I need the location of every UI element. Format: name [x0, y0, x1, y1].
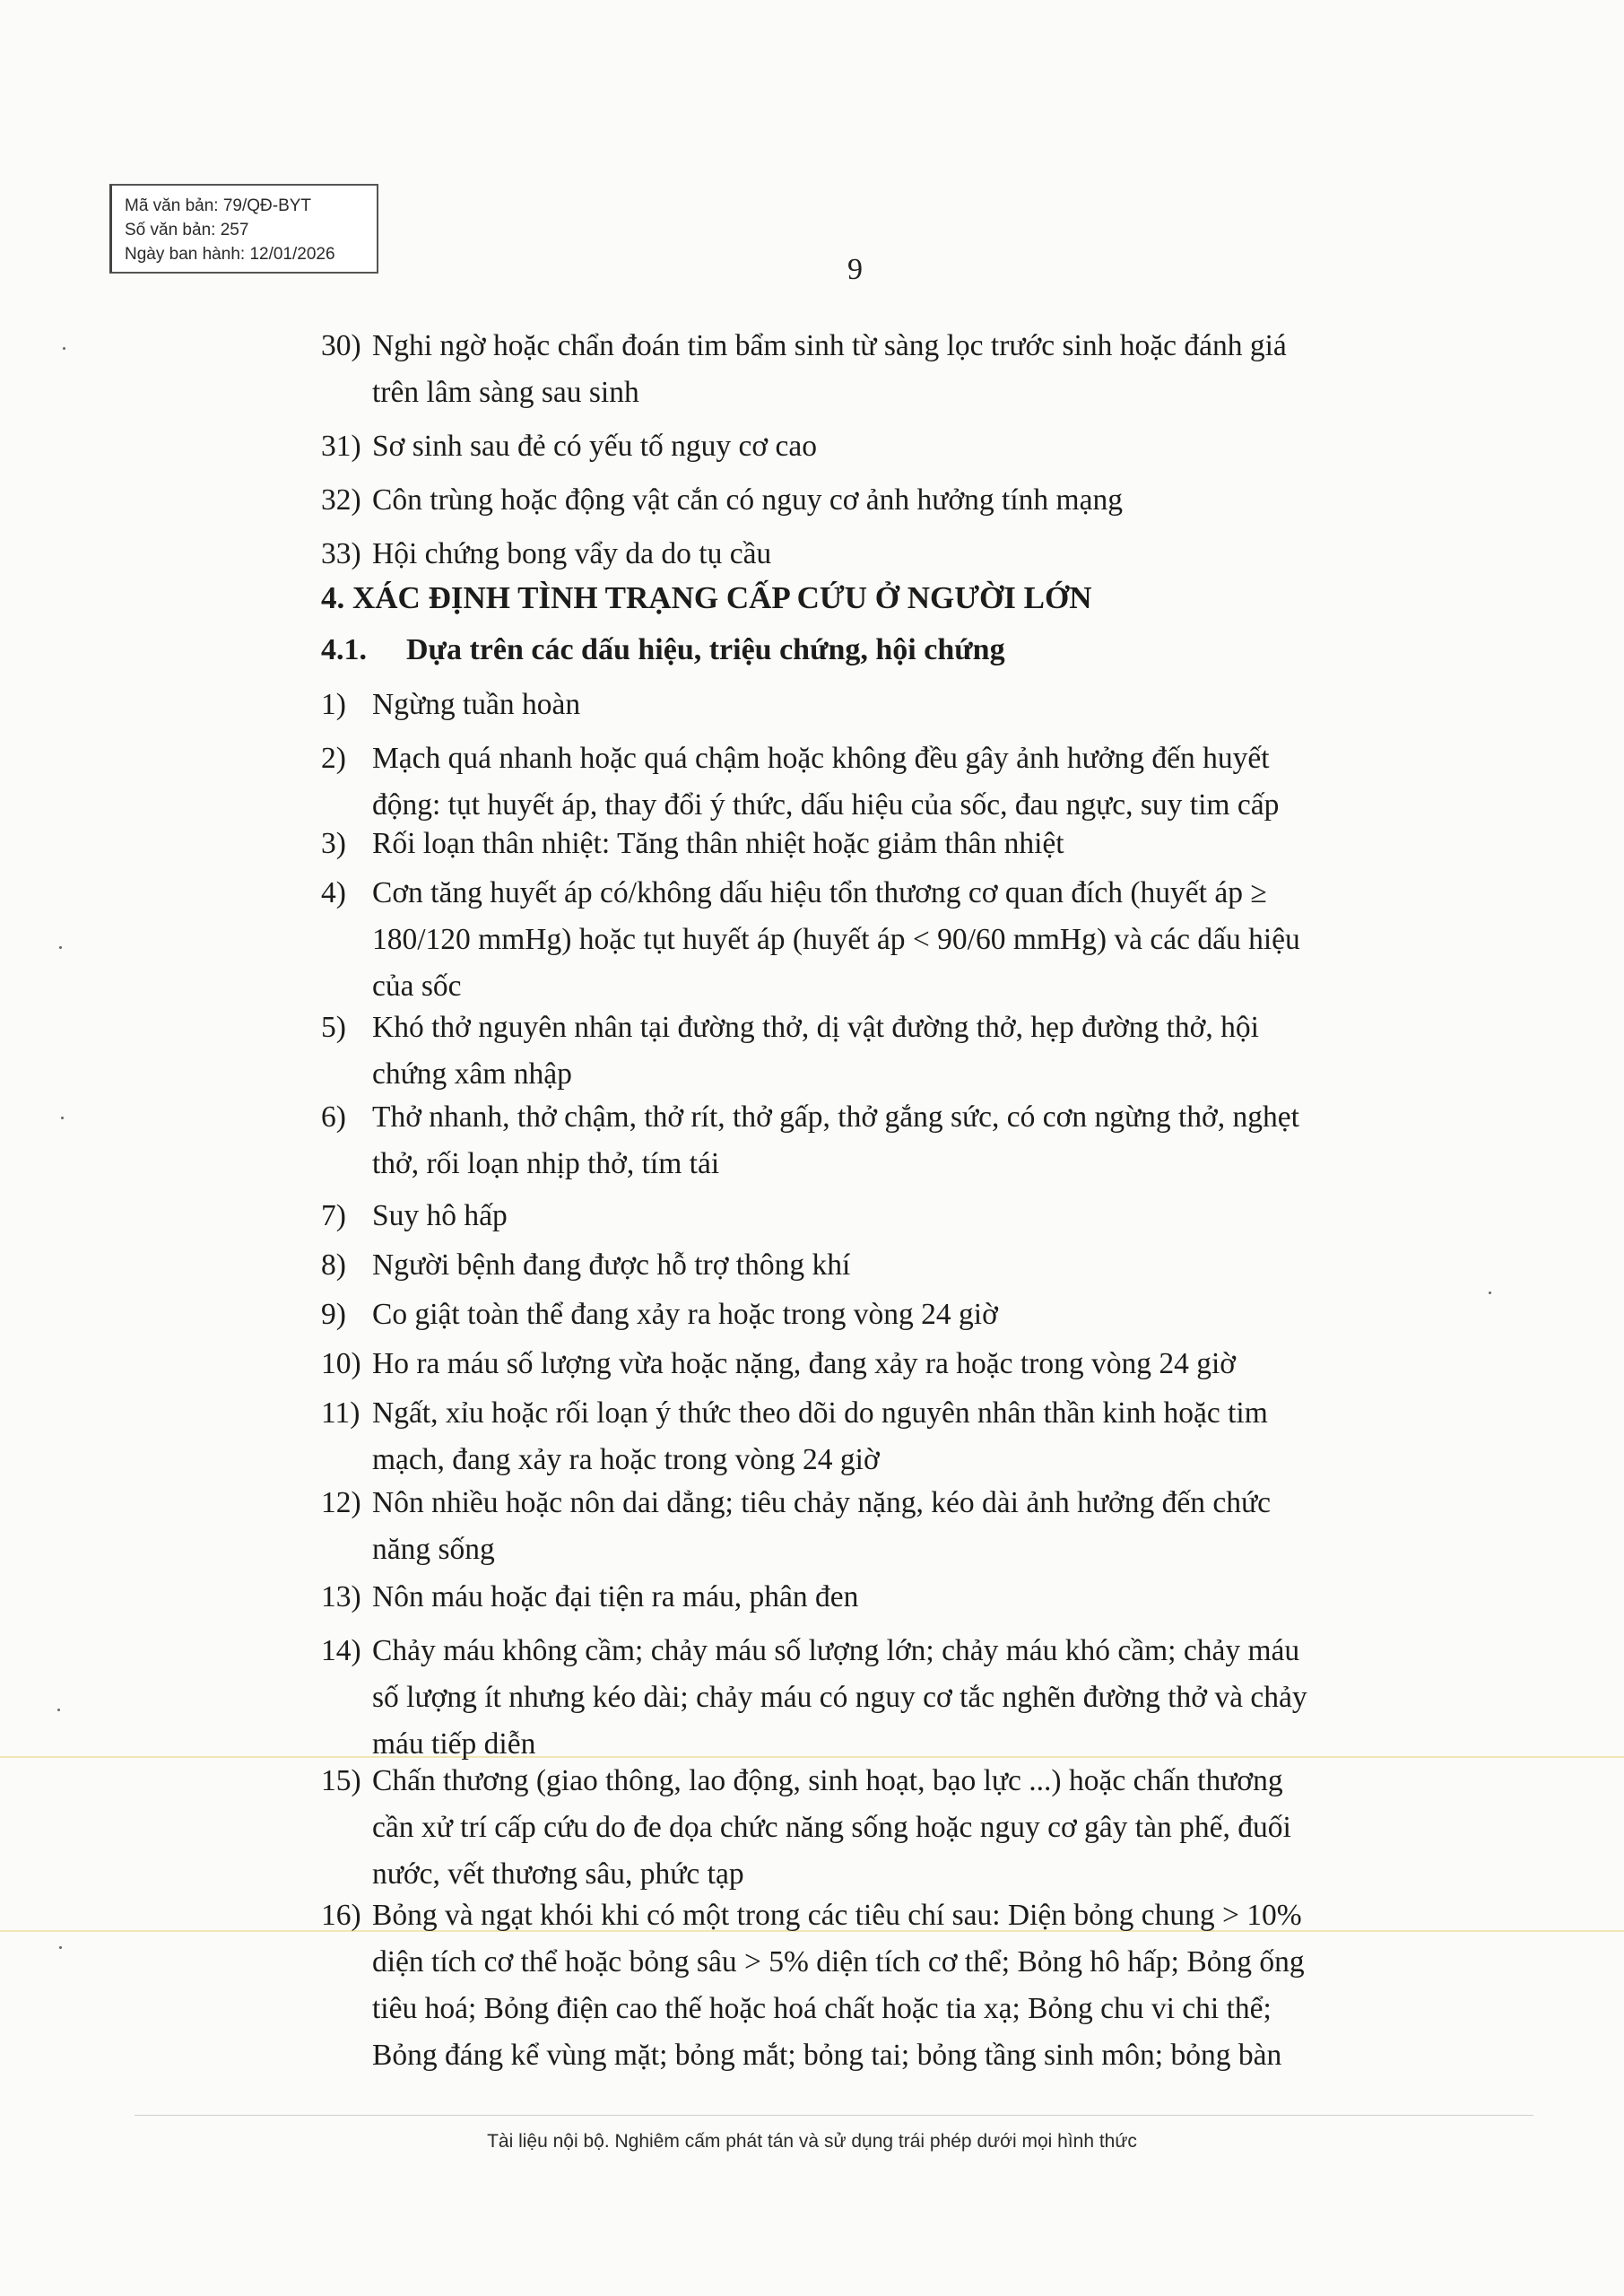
- list-item: [321, 1480, 1271, 1573]
- list-item-text: Nôn máu hoặc đại tiện ra máu, phân đen: [372, 1580, 859, 1613]
- list-item-number: 1): [321, 688, 346, 721]
- list-item-text: mạch, đang xảy ra hoặc trong vòng 24 giờ: [372, 1443, 880, 1476]
- stamp-issued-date: Ngày ban hành: 12/01/2026: [125, 245, 335, 264]
- list-item: [321, 1292, 998, 1338]
- list-item: [321, 1242, 850, 1289]
- list-item-number: 11): [321, 1396, 360, 1430]
- list-item-text: Rối loạn thân nhiệt: Tăng thân nhiệt hoặc giảm thân nhiệt: [372, 827, 1064, 860]
- list-item-number: 15): [321, 1764, 361, 1797]
- list-item-number: 2): [321, 742, 346, 775]
- list-item-number: 6): [321, 1100, 346, 1134]
- list-item-text: cần xử trí cấp cứu do đe dọa chức năng sống hoặc nguy cơ gây tàn phế, đuối: [372, 1811, 1291, 1844]
- list-item-text: của sốc: [372, 970, 462, 1003]
- list-item-text: Chảy máu không cầm; chảy máu số lượng lớn; chảy máu khó cầm; chảy máu: [372, 1634, 1300, 1667]
- list-item-text: Thở nhanh, thở chậm, thở rít, thở gấp, thở gắng sức, có cơn ngừng thở, nghẹt: [372, 1100, 1299, 1134]
- scan-speck: [61, 1117, 64, 1119]
- list-item-text: Khó thở nguyên nhân tại đường thở, dị vật đường thở, hẹp đường thở, hội: [372, 1011, 1259, 1044]
- list-item-text: máu tiếp diễn: [372, 1727, 536, 1761]
- list-item-text: Cơn tăng huyết áp có/không dấu hiệu tổn thương cơ quan đích (huyết áp ≥: [372, 876, 1267, 909]
- list-item: [321, 821, 1064, 867]
- page-number: 9: [847, 253, 863, 286]
- list-item-number: 3): [321, 827, 346, 860]
- list-item-text: số lượng ít nhưng kéo dài; chảy máu có nguy cơ tắc nghẽn đường thở và chảy: [372, 1681, 1307, 1714]
- list-item-number: 32): [321, 483, 361, 517]
- list-item-number: 9): [321, 1298, 346, 1331]
- scan-speck: [59, 1946, 62, 1949]
- list-item-number: 10): [321, 1347, 361, 1380]
- list-item-number: 30): [321, 329, 361, 362]
- list-item-text: động: tụt huyết áp, thay đổi ý thức, dấu hiệu của sốc, đau ngực, suy tim cấp: [372, 788, 1280, 822]
- footer-divider: [135, 2115, 1533, 2116]
- list-item: [321, 870, 1300, 1010]
- list-item-text: Hội chứng bong vẩy da do tụ cầu: [372, 537, 772, 570]
- list-item-number: 31): [321, 430, 361, 463]
- stamp-code: Mã văn bản: 79/QĐ-BYT: [125, 196, 312, 215]
- list-item: [321, 1004, 1259, 1098]
- list-item: [321, 323, 1287, 416]
- list-item-text: Người bệnh đang được hỗ trợ thông khí: [372, 1248, 851, 1282]
- list-item-text: Suy hô hấp: [372, 1199, 508, 1232]
- subsection-number: 4.1.: [321, 633, 367, 666]
- list-item-number: 8): [321, 1248, 346, 1282]
- list-item-text: trên lâm sàng sau sinh: [372, 376, 639, 409]
- list-item: [321, 735, 1279, 829]
- list-item-text: Ho ra máu số lượng vừa hoặc nặng, đang xảy ra hoặc trong vòng 24 giờ: [372, 1347, 1236, 1380]
- list-item: [321, 1094, 1299, 1187]
- list-item: [321, 1341, 1236, 1387]
- list-item-text: Chấn thương (giao thông, lao động, sinh hoạt, bạo lực ...) hoặc chấn thương: [372, 1764, 1283, 1797]
- list-item-text: chứng xâm nhập: [372, 1057, 572, 1091]
- list-item-text: diện tích cơ thể hoặc bỏng sâu > 5% diện tích cơ thể; Bỏng hô hấp; Bỏng ống: [372, 1945, 1305, 1979]
- list-item-number: 5): [321, 1011, 346, 1044]
- list-item-text: năng sống: [372, 1533, 495, 1566]
- subsection-heading: [321, 627, 1005, 674]
- list-item: [321, 1758, 1291, 1898]
- stamp-number: Số văn bản: 257: [125, 221, 249, 239]
- subsection-title: Dựa trên các dấu hiệu, triệu chứng, hội chứng: [406, 633, 1005, 666]
- list-item: [321, 1574, 858, 1621]
- footer-notice: Tài liệu nội bộ. Nghiêm cấm phát tán và sử dụng trái phép dưới mọi hình thức: [487, 2131, 1137, 2152]
- list-item: [321, 1892, 1305, 2079]
- list-item-text: Côn trùng hoặc động vật cắn có nguy cơ ảnh hưởng tính mạng: [372, 483, 1123, 517]
- list-item-text: thở, rối loạn nhịp thở, tím tái: [372, 1147, 720, 1180]
- list-item: [321, 1628, 1307, 1768]
- list-item-text: Ngất, xỉu hoặc rối loạn ý thức theo dõi do nguyên nhân thần kinh hoặc tim: [372, 1396, 1268, 1430]
- list-item-text: Bỏng và ngạt khói khi có một trong các tiêu chí sau: Diện bỏng chung > 10%: [372, 1899, 1302, 1932]
- list-item: [321, 682, 580, 728]
- scan-speck: [63, 347, 65, 350]
- list-item-text: 180/120 mmHg) hoặc tụt huyết áp (huyết áp < 90/60 mmHg) và các dấu hiệu: [372, 923, 1300, 956]
- list-item-text: Sơ sinh sau đẻ có yếu tố nguy cơ cao: [372, 430, 817, 463]
- list-item-text: Co giật toàn thể đang xảy ra hoặc trong vòng 24 giờ: [372, 1298, 998, 1331]
- list-item: [321, 423, 817, 470]
- list-item-text: Nghi ngờ hoặc chẩn đoán tim bẩm sinh từ sàng lọc trước sinh hoặc đánh giá: [372, 329, 1287, 362]
- list-item-text: Mạch quá nhanh hoặc quá chậm hoặc không đều gây ảnh hưởng đến huyết: [372, 742, 1270, 775]
- list-item-text: Bỏng đáng kể vùng mặt; bỏng mắt; bỏng tai; bỏng tầng sinh môn; bỏng bàn: [372, 2039, 1282, 2072]
- list-item-number: 13): [321, 1580, 361, 1613]
- list-item-text: tiêu hoá; Bỏng điện cao thế hoặc hoá chất hoặc tia xạ; Bỏng chu vi chi thể;: [372, 1992, 1272, 2025]
- list-item: [321, 1390, 1268, 1483]
- list-item: [321, 477, 1123, 524]
- list-item-text: nước, vết thương sâu, phức tạp: [372, 1857, 744, 1891]
- scan-speck: [57, 1709, 60, 1711]
- list-item: [321, 1193, 508, 1239]
- list-item: [321, 531, 771, 578]
- list-item-text: Ngừng tuần hoàn: [372, 688, 581, 721]
- list-item-text: Nôn nhiều hoặc nôn dai dẳng; tiêu chảy nặng, kéo dài ảnh hưởng đến chức: [372, 1486, 1271, 1519]
- scan-speck: [59, 946, 62, 949]
- document-stamp: [109, 184, 378, 274]
- list-item-number: 4): [321, 876, 346, 909]
- list-item-number: 12): [321, 1486, 361, 1519]
- list-item-number: 16): [321, 1899, 361, 1932]
- list-item-number: 33): [321, 537, 361, 570]
- list-item-number: 14): [321, 1634, 361, 1667]
- list-item-number: 7): [321, 1199, 346, 1232]
- section-heading: 4. XÁC ĐỊNH TÌNH TRẠNG CẤP CỨU Ở NGƯỜI LỚN: [321, 580, 1092, 615]
- scan-speck: [1489, 1292, 1491, 1294]
